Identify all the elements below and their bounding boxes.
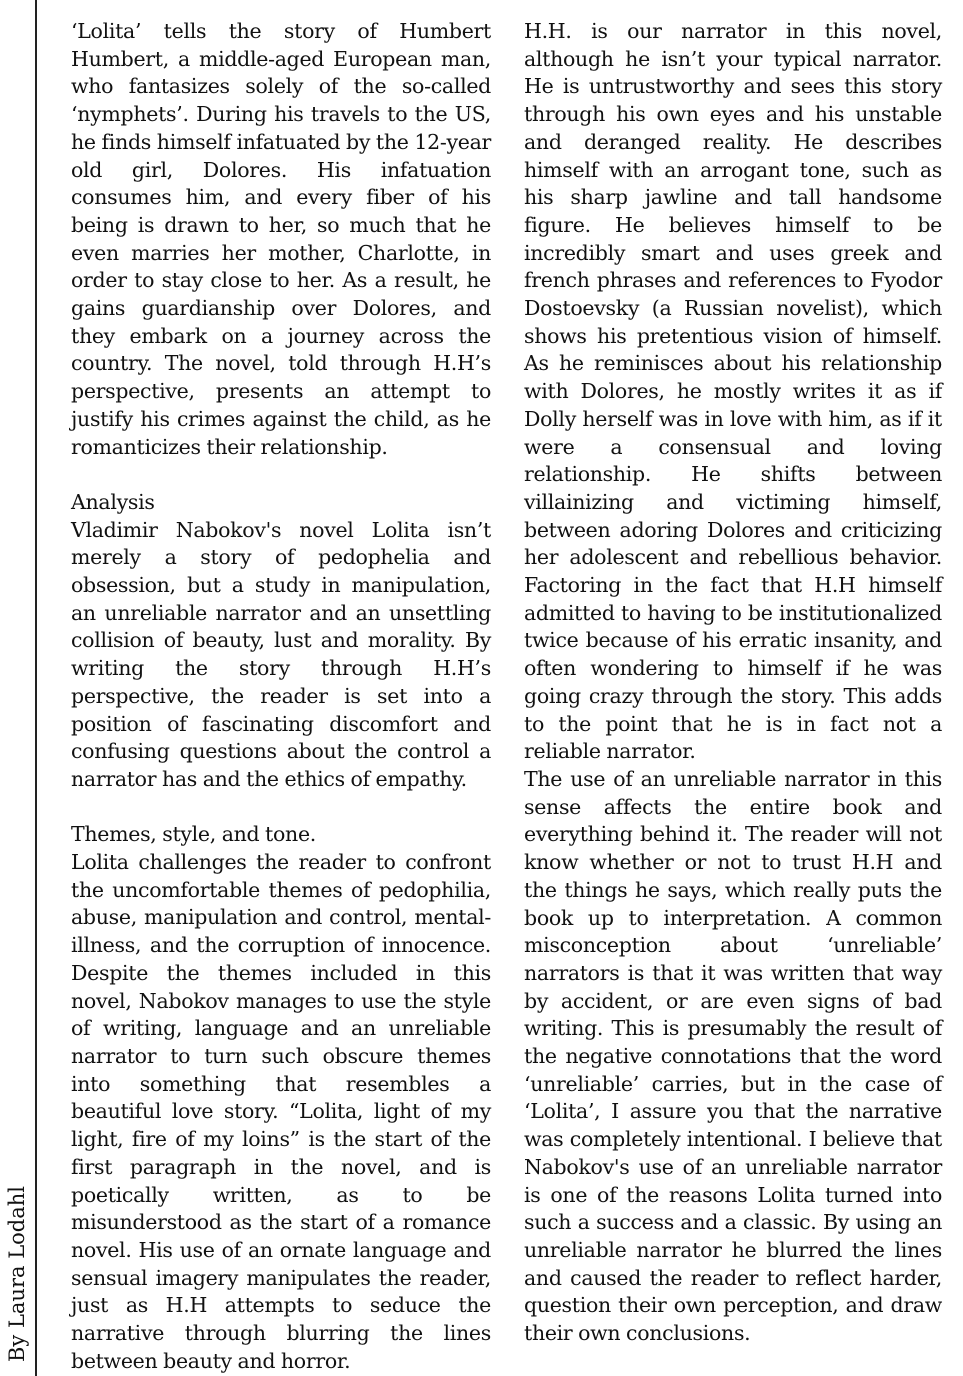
themes-paragraph: Lolita challenges the reader to confront the uncomfortable themes of pedophilia, abuse, manipulation and control, mental-illness, and the corruption of innocence. Despite the themes included in this novel, Nabokov manages to use the style of writing, language and an unreliable narrator to turn such obscure themes into something that resembles a beautiful love story. “Lolita, light of my light, fire of my loins” is the start of the first paragraph in the novel, and is poetically written, as to be misunderstood as the start of a romance novel. His use of an ornate language and sensual imagery manipulates the reader, just as H.H attempts to seduce the narrative through blurring the lines between beauty and horror. <box>71 850 491 1373</box>
analysis-heading: Analysis <box>71 489 155 514</box>
paragraph-gap <box>71 794 491 822</box>
narrator-paragraph: H.H. is our narrator in this novel, although he isn’t your typical narrator. He is untrustworthy and sees this story through his own eyes and his unstable and deranged reality. He describes himself with an arrogant tone, such as his sharp jawline and tall handsome figure. He believes himself to be incredibly smart and uses greek and french phrases and references to Fyodor Dostoevsky (a Russian novelist), which shows his pretentious vision of himself. As he reminisces about his relationship with Dolores, he mostly writes it as if Dolly herself was in love with him, as if it were a consensual and loving relationship. He shifts between villainizing and victiming himself, between adoring Dolores and criticizing her adolescent and rebellious behavior. Factoring in the fact that H.H himself admitted to having to be institutionalized twice because of his erratic insanity, and often wondering to himself if he was going crazy through the story. This adds to the point that he is in fact not a reliable narrator. <box>524 19 942 764</box>
intro-paragraph: ‘Lolita’ tells the story of Humbert Humbert, a middle-aged European man, who fantasizes solely of the so-called ‘nymphets’. During his travels to the US, he finds himself infatuated by the 12-year old girl, Dolores. His infatuation consumes him, and every fiber of his being is drawn to her, so much that he even marries her mother, Charlotte, in order to stay close to her. As a result, he gains guardianship over Dolores, and they embark on a journey across the country. The novel, told through H.H’s perspective, presents an attempt to justify his crimes against the child, as he romanticizes their relationship. <box>71 19 491 459</box>
themes-heading: Themes, style, and tone. <box>71 822 316 847</box>
left-column <box>71 18 491 1375</box>
paragraph-gap <box>71 461 491 489</box>
author-byline: By Laura Lodahl <box>5 1186 29 1362</box>
analysis-paragraph: Vladimir Nabokov's novel Lolita isn’t merely a story of pedophelia and obsession, but a study in manipulation, an unreliable narrator and an unsettling collision of beauty, lust and morality. By writing the story through H.H’s perspective, the reader is set into a position of fascinating discomfort and confusing questions about the control a narrator has and the ethics of empathy. <box>71 517 491 791</box>
byline-sidebar <box>0 0 37 1376</box>
right-column <box>524 18 942 1348</box>
unreliable-narrator-paragraph: The use of an unreliable narrator in this sense affects the entire book and everything behind it. The reader will not know whether or not to trust H.H and the things he says, which really puts the book up to interpretation. A common misconception about ‘unreliable’ narrators is that it was written that way by accident, or are even signs of bad writing. This is presumably the result of the negative connotations that the word ‘unreliable’ carries, but in the case of ‘Lolita’, I assure you that the narrative was completely intentional. I believe that Nabokov's use of an unreliable narrator is one of the reasons Lolita turned into such a success and a classic. By using an unreliable narrator he blurred the lines and caused the reader to reflect harder, question their own perception, and draw their own conclusions. <box>524 766 942 1346</box>
